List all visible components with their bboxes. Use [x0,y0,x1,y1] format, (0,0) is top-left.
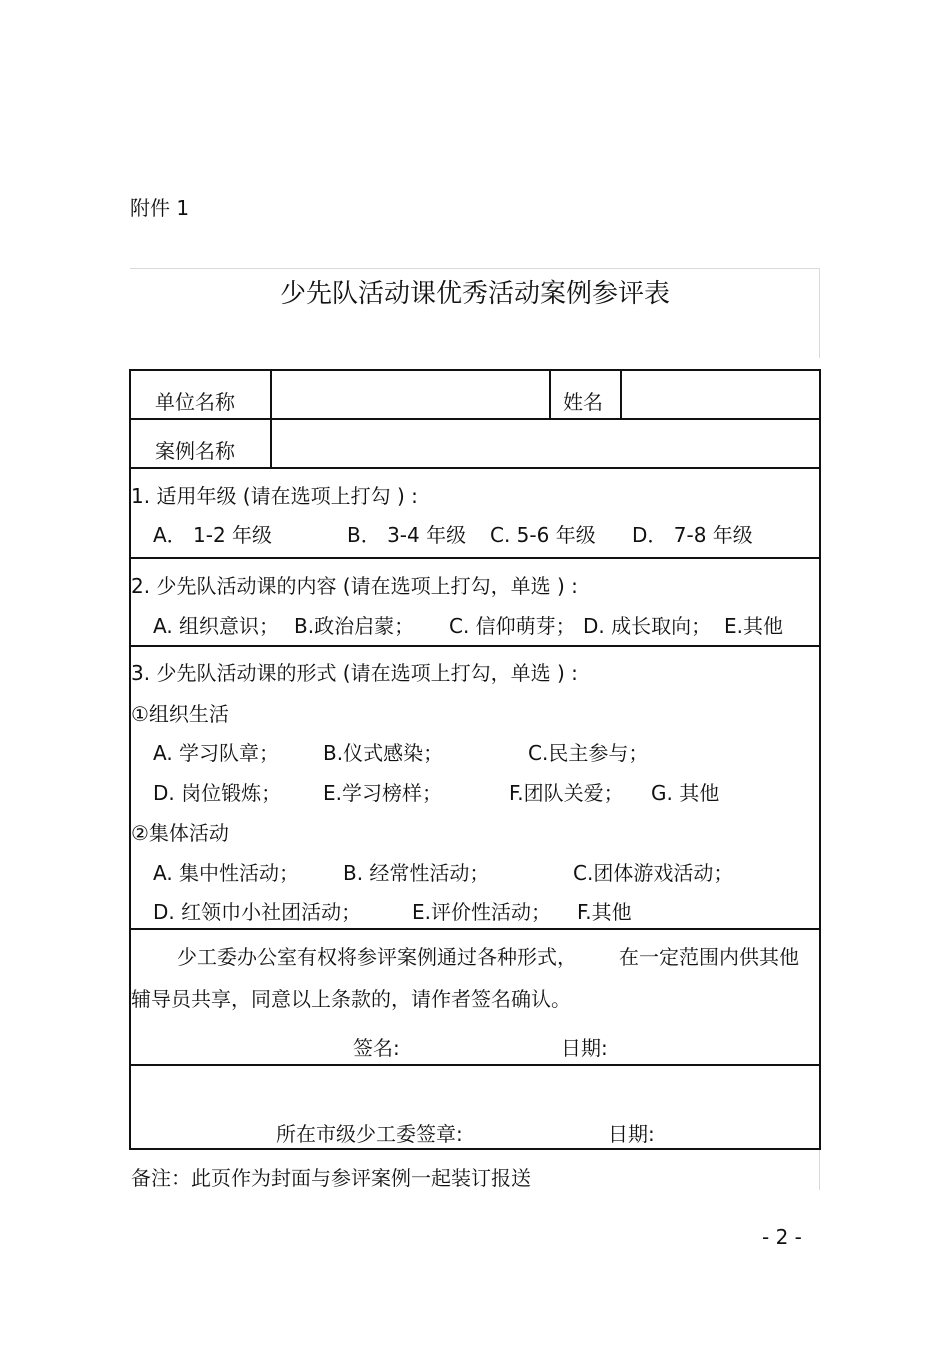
table-border-row2 [130,467,821,469]
seal-date-field[interactable] [660,1116,810,1144]
q1-option-b[interactable]: B． 3-4 年级 [347,523,467,547]
footnote: 备注：此页作为封面与参评案例一起装订报送 [131,1166,531,1190]
q3-g1-option-c[interactable]: C.民主参与； [528,741,649,765]
page-title: 少先队活动课优秀活动案例参评表 [279,279,670,309]
table-border-bottom [130,1148,821,1150]
seal-label: 所在市级少工委签章: [276,1122,463,1146]
case-name-field[interactable] [273,420,818,466]
consent-date-field[interactable] [612,1030,802,1058]
q3-g2-option-f[interactable]: F.其他 [577,900,632,924]
table-divider-name-right [620,369,622,419]
consent-line1-a: 少工委办公室有权将参评案例通过各种形式， [177,945,577,969]
q1-option-a[interactable]: A． 1-2 年级 [153,523,273,547]
q3-group2-label: ②集体活动 [131,821,229,845]
seal-date-label: 日期: [608,1122,655,1146]
case-name-label: 案例名称 [155,439,235,463]
q2-option-e[interactable]: E.其他 [724,614,783,638]
unit-name-field[interactable] [273,371,548,417]
q1-option-d[interactable]: D． 7-8 年级 [632,523,753,547]
q3-g2-option-b[interactable]: B. 经常性活动； [343,861,490,885]
q3-heading: 3. 少先队活动课的形式 (请在选项上打勾，单选 ) : [131,661,578,685]
q3-group1-label: ①组织生活 [131,702,229,726]
q2-option-b[interactable]: B.政治启蒙； [294,614,415,638]
q3-g1-option-a[interactable]: A. 学习队章； [153,741,280,765]
table-divider-name-left [549,369,551,419]
table-border-row3 [130,557,821,559]
name-label: 姓名 [563,390,603,414]
table-border-row6 [130,1064,821,1066]
attachment-label: 附件 1 [130,196,190,220]
signature-label: 签名: [353,1036,400,1060]
q3-g1-option-f[interactable]: F.团队关爱； [509,781,624,805]
q1-heading: 1. 适用年级 (请在选项上打勾 ) : [131,484,418,508]
q2-option-a[interactable]: A. 组织意识； [153,614,280,638]
q3-g2-option-e[interactable]: E.评价性活动； [412,900,551,924]
unit-name-label: 单位名称 [155,390,235,414]
signature-field[interactable] [405,1030,545,1058]
q2-option-d[interactable]: D. 成长取向； [583,614,712,638]
q2-option-c[interactable]: C. 信仰萌芽； [449,614,576,638]
title-frame-top [130,268,820,269]
q3-g1-option-g[interactable]: G. 其他 [651,781,720,805]
q3-g1-option-e[interactable]: E.学习榜样； [323,781,442,805]
page-number: - 2 - [762,1225,802,1249]
note-frame-right [819,1150,820,1190]
consent-line2: 辅导员共享，同意以上条款的，请作者签名确认。 [131,987,571,1011]
consent-line1-b: 在一定范围内供其他 [619,945,799,969]
q3-g1-option-b[interactable]: B.仪式感染； [323,741,444,765]
q1-option-c[interactable]: C. 5-6 年级 [490,523,596,547]
q3-g2-option-c[interactable]: C.团体游戏活动； [573,861,734,885]
seal-field[interactable] [475,1116,600,1144]
table-border-row4 [130,645,821,647]
table-divider-unit [270,369,272,468]
q3-g2-option-d[interactable]: D. 红领巾小社团活动； [153,900,362,924]
q2-heading: 2. 少先队活动课的内容 (请在选项上打勾，单选 ) : [131,574,578,598]
table-border-row5 [130,928,821,930]
name-field[interactable] [623,371,818,417]
q3-g1-option-d[interactable]: D. 岗位锻炼； [153,781,282,805]
table-border-right [819,369,821,1150]
consent-date-label: 日期: [561,1036,608,1060]
q3-g2-option-a[interactable]: A. 集中性活动； [153,861,300,885]
